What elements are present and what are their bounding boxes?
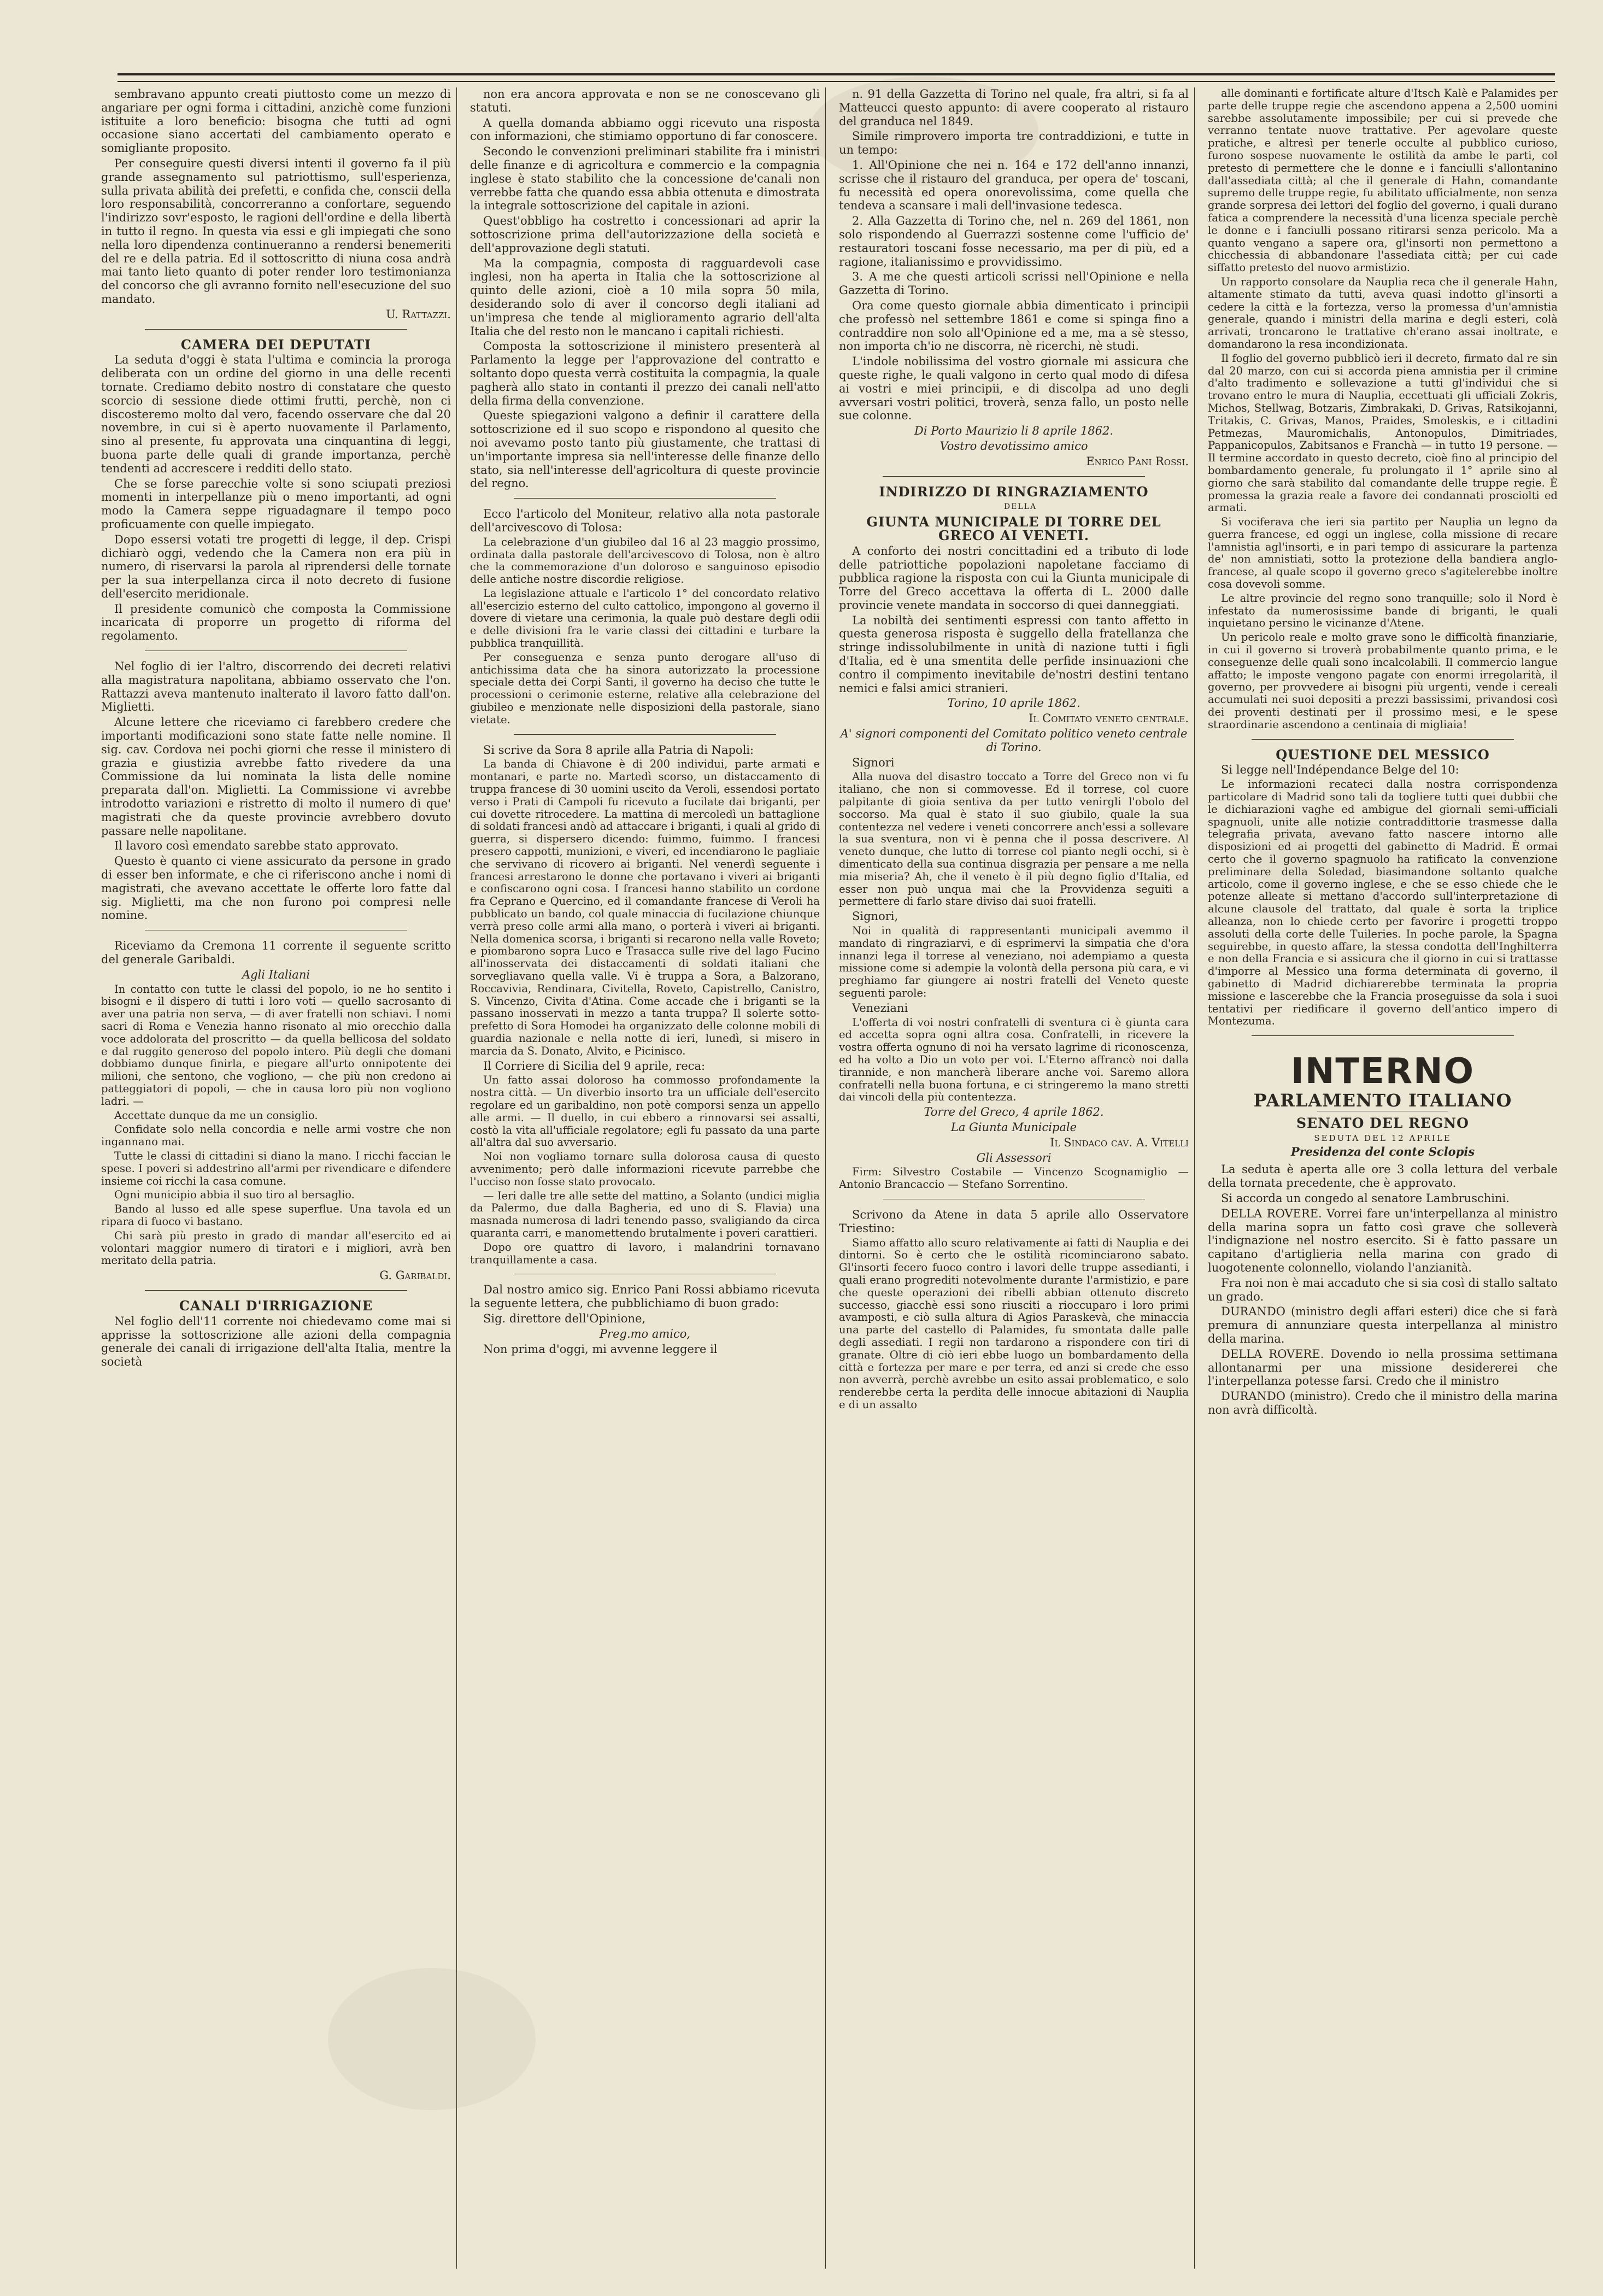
paragraph: L'indole nobilissima del vostro giornale mi assicura che queste righe, le quali valgono in certo qual modo di difesa ai vostri e miei principii, e di discolpa ad uno degli avversari vostri politici, troverà, senza fallo, un posto nelle sue colonne. — [839, 355, 1189, 423]
paragraph: Alla nuova del disastro toccato a Torre del Greco non vi fu italiano, che non si commovesse. Ed il torrese, col cuore palpitante di gioia sentiva da per tutto venirgli l'obolo del soccorso. Ma qual è stato il suo giubilo, quale la sua contentezza nel vedere i veneti concorrere anch'essi a sollevare la sua sventura, non vi è penna che il possa descrivere. Al veneto dunque, che lutto di torrese col pianto negli occhi, si è dimenticato della sua continua disgrazia per pensare a me nella mia miseria? Ah, che il veneto è il più degno figlio d'Italia, ed esser non può unqua mai che la Provvidenza seguiti a permettere di farlo stare diviso dai suoi fratelli. — [839, 770, 1189, 908]
paragraph: Per conseguenza e senza punto derogare all'uso di antichissima data che ha sinora autorizzato la processione speciale detta dei Corpi Santi, il governo ha deciso che tutte le processioni o cerimonie esterne, relative alla celebrazione del giubileo e menzionate nelle disposizioni della pastorale, siano vietate. — [470, 651, 820, 726]
section-heading: DELLA — [1003, 502, 1037, 512]
paragraph: Il presidente comunicò che composta la Commissione incaricata di proporre un progetto di riforma del regolamento. — [101, 602, 451, 643]
paragraph: 3. A me che questi articoli scrissi nell'Opinione e nella Gazzetta di Torino. — [839, 270, 1189, 297]
dateline: Torre del Greco, 4 aprile 1862. — [924, 1105, 1104, 1119]
paragraph: La legislazione attuale e l'articolo 1° del concordato relativo all'esercizio esterno del culto cattolico, impongono al governo il dovere di vietare una cerimonia, la quale può destare degli odii e delle divisioni fra le varie classi dei cittadini e turbare la pubblica tranquillità. — [470, 587, 820, 650]
paragraph: DURANDO (ministro). Credo che il ministro della marina non avrà difficoltà. — [1208, 1390, 1558, 1416]
paragraph: non era ancora approvata e non se ne conoscevano gli statuti. — [470, 87, 820, 114]
column-4 — [1208, 87, 1558, 2269]
paragraph: Nel foglio di ier l'altro, discorrendo dei decreti relativi alla magistratura napolitana, abbiamo osservato che l'on. Rattazzi aveva mantenuto inalterato il lavoro fatto dall'on. Miglietti. — [101, 660, 451, 714]
address: A' signori componenti del Comitato politico veneto centrale di Torino. — [840, 727, 1188, 754]
paragraph: Riceviamo da Cremona 11 corrente il seguente scritto del generale Garibaldi. — [101, 939, 451, 967]
presidency: Presidenza del conte Sclopis — [1290, 1144, 1475, 1158]
session-date: SEDUTA DEL 12 APRILE — [1314, 1133, 1452, 1143]
paragraph: Si legge nell'Indépendance Belge del 10: — [1221, 763, 1459, 777]
salutation: Signori, — [852, 910, 899, 923]
paragraph: Tutte le classi di cittadini si diano la mano. I ricchi faccian le spese. I poveri si addestrino all'armi per rivendicare e difendere insieme coi ricchi la casa comune. — [101, 1149, 451, 1187]
paragraph: La seduta è aperta alle ore 3 colla lettura del verbale della tornata precedente, che è approvato. — [1208, 1163, 1558, 1190]
parliament-heading: PARLAMENTO ITALIANO — [1253, 1090, 1512, 1111]
paragraph: Il foglio del governo pubblicò ieri il decreto, firmato dal re sin dal 20 marzo, con cui si accorda piena amnistia per il crimine d'alto tradimento e sollevazione a tutti gl'individui che si trovano entro le mura di Nauplia, eccettuati gli ufficiali Zokris, Michos, Stellwag, Botzaris, Zimbrakaki, D. Grivas, Ratsikojanni, Tritakis, C. Grivas, Manos, Praides, Smoleskis, e i cittadini Petmezas, Mauromichalis, Antonopulos, Dimitriades, Pappanicopulos, Zabitsanos e Franchà — in tutto 19 persone. — Il termine accordato in questo decreto, cioè fino al principio del bombardamento generale, fu prolungato il 1° aprile sino al giorno che sarà stabilito dal comandante delle truppe regie. È promessa la grazia reale a favore dei condannati prosciolti ed armati. — [1208, 352, 1558, 514]
column-1 — [101, 87, 451, 2269]
senate-heading: SENATO DEL REGNO — [1296, 1115, 1469, 1131]
paragraph: Dal nostro amico sig. Enrico Pani Rossi abbiamo ricevuta la seguente lettera, che pubblichiamo di buon grado: — [470, 1283, 820, 1310]
paragraph: A quella domanda abbiamo oggi ricevuto una risposta con informazioni, che stimiamo opportuno di far conoscere. — [470, 116, 820, 143]
section-separator — [1252, 1035, 1514, 1036]
paragraph: Si scrive da Sora 8 aprile alla Patria di Napoli: — [483, 743, 754, 757]
paragraph: Scrivono da Atene in data 5 aprile allo Osservatore Triestino: — [839, 1208, 1189, 1235]
paragraph: Fra noi non è mai accaduto che si sia così di stallo saltato un grado. — [1208, 1276, 1558, 1303]
section-separator — [514, 734, 776, 735]
column-3 — [839, 87, 1189, 2269]
signature: Gli Assessori — [976, 1151, 1052, 1164]
signature: Il Sindaco cav. A. Vitelli — [1050, 1135, 1189, 1149]
paragraph: Si vociferava che ieri sia partito per Nauplia un legno da guerra francese, ed oggi un inglese, colla missione di recare l'amnistia agl'insorti, e in pari tempo di assicurare la partenza de' non amnistiati, sotto la protezione della bandiera anglo-francese, al quale scopo il governo greco s'agitelerebbe inoltre cosa dovevoli somme. — [1208, 516, 1558, 591]
paragraph: Quest'obbligo ha costretto i concessionari ad aprir la sottoscrizione prima dell'autorizzazione della società e dell'approvazione degli statuti. — [470, 214, 820, 255]
paragraph: Le informazioni recateci dalla nostra corrispondenza particolare di Madrid sono tali da togliere tutti quei dubbii che le dichiarazioni vaghe ed ambigue del giornali semi-ufficiali spagnuoli, unite alle notizie contraddittorie trasmesse dalla telegrafia privata, avevano fatto nascere intorno alle disposizioni ed ai progetti del gabinetto di Madrid. È ormai certo che il governo spagnuolo ha ratificato la convenzione preliminare della Soledad, biasimandone soltanto qualche articolo, come il governo inglese, e che se esso chiede che le potenze alleate si mettano d'accordo sull'interpretazione di alcune clausole del trattato, dal quale è sorta la triplice alleanza, non lo chiede certo per favorire i progetti troppo assoluti della corte delle Tuileries. In poche parole, la Spagna seguirebbe, in questo affare, la stessa condotta dell'Inghilterra e non della Francia e si assicura che il giorno in cui si trattasse d'imporre al Messico una forma determinata di governo, il gabinetto di Madrid dichiarerebbe terminata la propria missione e lascerebbe che la Francia proseguisse da sola i suoi tentativi per riedificare il governo dell'antico impero di Montezuma. — [1208, 778, 1558, 1028]
paragraph: Che se forse parecchie volte si sono sciupati preziosi momenti in interpellanze più o meno importanti, ad ogni modo la Camera seppe riguadagnare il tempo poco proficuamente con quelle impiegato. — [101, 477, 451, 531]
signature: G. Garibaldi. — [379, 1269, 451, 1282]
paragraph: 1. All'Opinione che nei n. 164 e 172 dell'anno innanzi, scrisse che il ristauro del granduca, per opera de' toscani, fu necessità ed opera onorevolissima, come quella che tendeva a scansare i mali dell'invasione tedesca. — [839, 158, 1189, 213]
paragraph: Simile rimprovero importa tre contraddizioni, e tutte in un tempo: — [839, 130, 1189, 157]
paragraph: 2. Alla Gazzetta di Torino che, nel n. 269 del 1861, non solo rispondendo al Guerrazzi sostenne come l'ufficio de' restauratori toscani fosse necessario, ma per di più, ed a ragione, italianissimo e provvidissimo. — [839, 214, 1189, 268]
section-title-interno: INTERNO — [1291, 1051, 1475, 1092]
section-heading: QUESTIONE DEL MESSICO — [1276, 746, 1490, 763]
paragraph: sembravano appunto creati piuttosto come un mezzo di angariare per ogni forma i cittadini, anzichè come funzioni istituite a loro beneficio: bisogna che tutti ad ogni occasione siano accertati del cambiamento operato e somigliante proposito. — [101, 87, 451, 155]
signature-names: Firm: Silvestro Costabile — Vincenzo Scognamiglio — Antonio Brancaccio — Stefano Sorrentino. — [839, 1165, 1189, 1191]
dateline: Torino, 10 aprile 1862. — [947, 696, 1081, 710]
column-divider — [1194, 87, 1195, 2269]
paragraph: — Ieri dalle tre alle sette del mattino, a Solanto (undici miglia da Palermo, due dalla Bagheria, ed uno di S. Flavia) una masnada numerosa di ladri tenendo passo, svaligiando da circa quaranta carri, e manomettendo brutalmente i poveri carattieri. — [470, 1189, 820, 1239]
section-heading: CANALI D'IRRIGAZIONE — [179, 1297, 373, 1314]
paragraph: Le altre provincie del regno sono tranquille; solo il Nord è infestato da numerosissime bande di briganti, le quali inquietano persino le vicinanze d'Atene. — [1208, 591, 1558, 630]
signature: Vostro devotissimo amico — [940, 439, 1088, 453]
signature: Enrico Pani Rossi. — [1086, 454, 1189, 468]
paragraph: Un fatto assai doloroso ha commosso profondamente la nostra città. — Un diverbio insorto tra un ufficiale dell'esercito regolare ed un garibaldino, non potè comporsi senza un appello alle armi. — Il duello, in cui ebbero a rinnovarsi sei assalti, costò la vita all'ufficiale regolatore; egli fu passato da una parte all'altra dal suo avversario. — [470, 1074, 820, 1149]
paragraph: n. 91 della Gazzetta di Torino nel quale, fra altri, si fa al Matteucci questo appunto: di avere cooperato al ristauro del granduca nel 1849. — [839, 87, 1189, 128]
signature: La Giunta Municipale — [950, 1120, 1077, 1134]
paragraph: Un rapporto consolare da Nauplia reca che il generale Hahn, altamente stimato da tutti, aveva quasi indotto gl'insorti a cedere la città e la fortezza, verso la promessa d'un'amnistia generale, quando i ministri della marina e degli esteri, colà arrivati, troncarono le trattative ch'erano assai inoltrate, e domandarono la resa incondizionata. — [1208, 275, 1558, 350]
paragraph: Composta la sottoscrizione il ministero presenterà al Parlamento la legge per l'approvazione del contratto e soltanto dopo questa verrà costituita la compagnia, la quale pagherà allo stato in contanti il prezzo dei canali nell'atto della firma della convenzione. — [470, 339, 820, 407]
dateline: Di Porto Maurizio li 8 aprile 1862. — [914, 424, 1114, 438]
section-separator — [883, 476, 1145, 477]
paragraph: Per conseguire questi diversi intenti il governo fa il più grande assegnamento sul patriottismo, sull'esperienza, sulla privata abilità dei prefetti, e confida che, conscii della loro responsabilità, concorreranno a confortare, seguendo l'indirizzo sovr'esposto, le ragioni dell'ordine e della libertà in tutto il regno. In questa via essi e gli impiegati che sono nella loro dipendenza continueranno a rendersi benemeriti del re e della patria. Ed il sottoscritto di niuna cosa andrà mai tanto lieto quanto di poter render loro testimonianza del concorso che gli avranno fornito nell'esecuzione del suo mandato. — [101, 156, 451, 306]
paragraph: Non prima d'oggi, mi avvenne leggere il — [483, 1342, 718, 1356]
paragraph: La celebrazione d'un giubileo dal 16 al 23 maggio prossimo, ordinata dalla pastorale dell'arcivescovo di Tolosa, non è altro che la commemorazione d'un doloroso e sanguinoso episodio delle antiche nostre discordie religiose. — [470, 535, 820, 586]
paragraph: Siamo affatto allo scuro relativamente ai fatti di Nauplia e dei dintorni. So è certo che le ostilità ricominciarono sabato. Gl'insorti fecero fuoco contro i lavori delle truppe assedianti, i quali erano progrediti notevolmente durante l'armistizio, e pare che queste operazioni dei ribelli abbian ottenuto discreto successo, giacchè essi sono riusciti a rioccuparo i loro primi avamposti, e ciò sulla altura di Agios Paraskevà, che minaccia una parte del castello di Palamides, fu smontata dalle palle degli assediati. I regii non tardarono a rispondere con tiri di granate. Oltre di ciò ieri ebbe luogo un bombardamento della città e fortezza per mare e per terra, ed anzi si crede che esso non avverrà, perchè avrebbe un esito assai problematico, e solo renderebbe certa la perdita delle innocue abitazioni di Nauplia e di un assalto — [839, 1236, 1189, 1411]
paragraph: Ecco l'articolo del Moniteur, relativo alla nota pastorale dell'arcivescovo di Tolosa: — [470, 507, 820, 534]
paragraph: La nobiltà dei sentimenti espressi con tanto affetto in questa generosa risposta è suggello della fratellanza che stringe indissolubilmente in unità di nazione tutti i figli d'Italia, ed è una smentita delle perfide insinuazioni che contro il compimento inevitabile de'nostri destini tentano nemici e falsi amici stranieri. — [839, 613, 1189, 695]
paragraph: Ma la compagnia, composta di ragguardevoli case inglesi, non ha aperta in Italia che la sottoscrizione al quinto delle azioni, cioè a 10 mila sopra 50 mila, desiderando solo di aver il concorso degli italiani ad un'impresa che tende al miglioramento agrario dell'alta Italia che del resto non le mancano i capitali richiesti. — [470, 256, 820, 338]
paragraph: alle dominanti e fortificate alture d'Itsch Kalè e Palamides per parte delle truppe regie che ascendono appena a 2,500 uomini sarebbe assolutamente impossibile; per cui si prevede che verranno tentate nuove trattative. Per agevolare queste pratiche, e altresì per tenerle occulte al pubblico curioso, furono sospese nuovamente le ostilità da ambe le parti, col pretesto di permettere che le donne e i fanciulli s'allontanino dall'assediata città; al che il generale di Hahn, comandante supremo delle truppe regie, fu abilitato ufficialmente, non senza grande sorpresa dei lettori del foglio del governo, i quali durano fatica a comprendere la necessità d'una licenza speciale perchè le donne e i fanciulli possano ritirarsi senza pericolo. Ma a quanto vengano a sapere ora, gl'insorti non permettono a chicchessia di abbandonare l'assediata città; per cui cade siffatto pretesto del nuovo armistizio. — [1208, 87, 1558, 274]
paragraph: Nel foglio dell'11 corrente noi chiedevamo come mai si apprisse la sottoscrizione alle azioni della compagnia generale dei canali di irrigazione dell'alta Italia, mentre la società — [101, 1314, 451, 1369]
salutation: Signori — [852, 755, 895, 769]
salutation: Veneziani — [852, 1001, 908, 1015]
paragraph: Accettate dunque da me un consiglio. — [114, 1109, 318, 1122]
salutation: Preg.mo amico, — [599, 1327, 691, 1340]
paragraph: La seduta d'oggi è stata l'ultima e comincia la proroga deliberata con un ordine del giorno in una delle recenti tornate. Crediamo debito nostro di constatare che questo scorcio di sessione diede ottimi frutti, perchè, non ci discosteremo molto dal vero, facendo osservare che dal 20 novembre, in cui si è aperto nuovamente il Parlamento, sino al presente, fu approvata una cinquantina di leggi, buona parte delle quali di grande importanza, perchè tendenti ad accrescere i redditi dello stato. — [101, 353, 451, 475]
paragraph: Un pericolo reale e molto grave sono le difficoltà finanziarie, in cui il governo si troverà probabilmente quanto prima, e le conseguenze delle quali sono incalcolabili. Il commercio langue affatto; le imposte vengono pagate con enormi irregolarità, il governo, per provvedere ai bisogni più urgenti, vende i cereali accumulati nei suoi depositi a prezzi bassissimi, privandosi così dei proventi destinati per il prossimo mesi, e le spese straordinarie ascendono a centinaia di migliaia! — [1208, 631, 1558, 731]
column-2 — [470, 87, 820, 2269]
paragraph: A conforto dei nostri concittadini ed a tributo di lode delle patriottiche popolazioni napoletane facciamo di pubblica ragione la risposta con cui la Giunta municipale di Torre del Greco accettava la offerta di L. 2000 dalle provincie venete mandata in soccorso di quei danneggiati. — [839, 544, 1189, 612]
section-separator — [1252, 739, 1514, 740]
paragraph: Alcune lettere che riceviamo ci farebbero credere che importanti modificazioni sono state fatte nelle nomine. Il sig. cav. Cordova nei pochi giorni che resse il ministero di grazia e giustizia avrebbe fatto rivedere da una Commissione da lui nominata la lista delle nomine preparata dall'on. Miglietti. La Commissione vi avrebbe introdotto variazioni e ristretto di molto il numero di que' magistrati che da queste provincie avrebbero dovuto passare nelle napolitane. — [101, 716, 451, 837]
top-rule — [118, 73, 1555, 82]
paragraph: Bando al lusso ed alle spese superflue. Una tavola ed un ripara di fuoco vi bastano. — [101, 1203, 451, 1228]
paragraph: Queste spiegazioni valgono a definir il carattere della sottoscrizione ed il suo scopo e rispondono al quesito che noi avevamo posto tanto più giustamente, che trattasi di un'importante impresa sia nell'interesse delle finanze dello stato, sia nell'interesse dell'agricoltura di queste provincie del regno. — [470, 409, 820, 490]
paragraph: Sig. direttore dell'Opinione, — [483, 1311, 646, 1325]
newspaper-page — [96, 66, 1566, 2274]
column-divider — [456, 87, 457, 2269]
signature: Il Comitato veneto centrale. — [1029, 712, 1189, 725]
paragraph: Noi in qualità di rappresentanti municipali avemmo il mandato di ringraziarvi, e di esprimervi la simpatia che d'ora innanzi lega il torrese al veneziano, noi adempiamo a questa missione come si adempie la volontà della persona più cara, e vi preghiamo far giungere ai nostri fratelli del Veneto queste seguenti parole: — [839, 924, 1189, 999]
paragraph: DURANDO (ministro degli affari esteri) dice che si farà premura di annunziare questa interpellanza al ministro della marina. — [1208, 1305, 1558, 1345]
signature: U. Rattazzi. — [386, 307, 451, 321]
paragraph: Chi sarà più presto in grado di mandar all'esercito ed ai volontari maggior numero di tiratori e i migliori, avrà ben meritato della patria. — [101, 1229, 451, 1267]
paragraph: DELLA ROVERE. Vorrei fare un'interpellanza al ministro della marina sopra un fatto così grave che solleverà l'indignazione nel nostro esercito. Si è fatto passare un capitano d'artiglieria nella marina con grado di luogotenente colonnello, violando l'anzianità. — [1208, 1206, 1558, 1274]
section-heading: GIUNTA MUNICIPALE DI TORRE DEL GRECO AI VENETI. — [866, 514, 1161, 543]
section-heading: INDIRIZZO DI RINGRAZIAMENTO — [879, 483, 1149, 500]
paragraph: Confidate solo nella concordia e nelle armi vostre che non ingannano mai. — [101, 1123, 451, 1149]
paragraph: Il lavoro così emendato sarebbe stato approvato. — [114, 839, 399, 853]
section-separator — [145, 1290, 407, 1291]
column-divider — [825, 87, 826, 2269]
paragraph: DELLA ROVERE. Dovendo io nella prossima settimana allontanarmi per una missione desidererei che l'interpellanza potesse farsi. Credo che il ministro — [1208, 1347, 1558, 1388]
paragraph: L'offerta di voi nostri confratelli di sventura ci è giunta cara ed accetta sopra ogni altra cosa. Confratelli, in ricevere la vostra offerta ognuno di noi ha versato lagrime di riconoscenza, ed ha volto a Dio un voto per voi. L'Eterno affrancò noi dalla tirannide, e non mancherà liberare anche voi. Saremo allora confratelli nella buona fortuna, e ci stringeremo la mano stretti dai vincoli della più contentezza. — [839, 1016, 1189, 1104]
paragraph: Dopo essersi votati tre progetti di legge, il dep. Crispi dichiarò oggi, vedendo che la Camera non era più in numero, di riservarsi la parola al riprendersi delle tornate per la sua interpellanza circa il noto decreto di fusione dell'esercito meridionale. — [101, 532, 451, 600]
section-separator — [145, 329, 407, 330]
paragraph: Ora come questo giornale abbia dimenticato i principii che professò nel settembre 1861 e come si spinga fino a contraddire non solo all'Opinione ed a me, ma a sè stesso, non importa ch'io ne discorra, nè ricerchi, nè studi. — [839, 298, 1189, 353]
paragraph: La banda di Chiavone è di 200 individui, parte armati e montanari, e parte no. Martedì scorso, un distaccamento di truppa francese di 30 uomini uscito da Veroli, essendosi portato verso i Prati di Campoli fu ricevuto a fucilate dai briganti, per cui dovette ritrocedere. La mattina di mercoledì un battaglione di soldati francesi andò ad attaccare i briganti, i quali al grido di guerra, si dispersero dicendo: fuimmo, fuimmo. I francesi presero cappotti, munizioni, e viveri, ed incendiarono le pagliaie che servivano di ricovero ai briganti. Nel venerdì seguente i francesi arrestarono le donne che portavano i viveri ai briganti e confiscarono ogni cosa. I francesi hanno stabilito un cordone fra Ceprano e Quercino, ed il comandante francese di Veroli ha pubblicato un bando, col quale minaccia di fucilazione chiunque verrà preso colle armi alla mano, o porterà i viveri ai briganti. Nella domenica scorsa, i briganti si recarono nella valle Roveto; e piombarono sopra Luco e Trasacca sulle rive del lago Fucino all'inosservata dei distaccamenti di soldati italiani che sorvegliavano quella valle. Vi è truppa a Sora, a Balzorano, Roccavivia, Rendinara, Civitella, Roveto, Capistrello, Canistro, S. Vincenzo, Civita d'Atina. Come accade che i briganti se la passano inosservati in mezzo a tanta truppa? Il solerte sotto-prefetto di Sora Homodei ha organizzato delle colonne mobili di guardia nazionale e nella notte di ieri, lunedì, si misero in marcia da S. Donato, Alvito, e Picinisco. — [470, 758, 820, 1057]
paragraph: Noi non vogliamo tornare sulla dolorosa causa di questo avvenimento; però dalle informazioni ricevute parrebbe che l'ucciso non fosse stato provocato. — [470, 1150, 820, 1188]
paragraph: Si accorda un congedo al senatore Lambruschini. — [1221, 1191, 1510, 1205]
paragraph: Il Corriere di Sicilia del 9 aprile, reca: — [483, 1059, 706, 1073]
paragraph: Questo è quanto ci viene assicurato da persone in grado di esser ben informate, e che ci riferiscono anche i nomi di magistrati, che avevano accettate le offerte loro fatte dal sig. Miglietti, ma che non furono poi compresi nelle nomine. — [101, 854, 451, 922]
section-separator — [514, 498, 776, 499]
paragraph: In contatto con tutte le classi del popolo, io ne ho sentito i bisogni e il dispero di tutti i loro voti — quello sacrosanto di aver una patria non serva, — di aver fratelli non schiavi. I nomi sacri di Roma e Venezia hanno risonato al mio orecchio dalla voce addolorata del proscritto — da quella bellicosa del soldato e dal ruggito generoso del popolo intero. Più degli che domani dobbiamo dunque finirla, e piegare all'urto onnipotente dei milioni, che sentono, che vogliono, — che più non credono ai patteggiatori di popoli, — che in causa loro più non vogliono ladri. — — [101, 982, 451, 1108]
letter-heading: Agli Italiani — [242, 968, 310, 981]
section-heading: CAMERA DEI DEPUTATI — [180, 336, 372, 353]
paragraph: Ogni municipio abbia il suo tiro al bersaglio. — [114, 1188, 355, 1202]
paragraph: Secondo le convenzioni preliminari stabilite fra i ministri delle finanze e di agricoltura e commercio e la compagnia inglese è stato stabilito che la concessione de'canali non verrebbe fatta che quando essa abbia ottenuta e dimostrata la integrale sottoscrizione del capitale in azioni. — [470, 145, 820, 213]
paragraph: Dopo ore quattro di lavoro, i malandrini tornavano tranquillamente a casa. — [470, 1240, 820, 1266]
